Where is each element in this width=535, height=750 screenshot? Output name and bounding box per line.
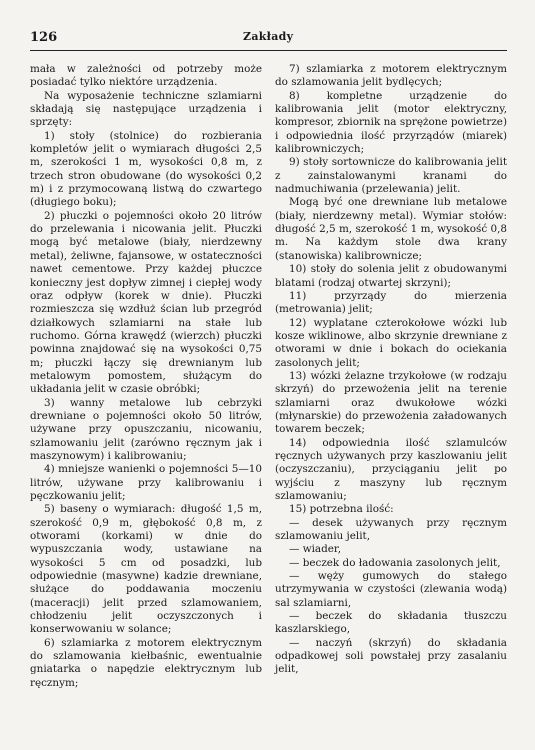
- left-column: [30, 63, 262, 690]
- paragraph: — desek używanych przy ręcznym szlamowaniu jelit,: [275, 516, 507, 543]
- page-number: 126: [30, 30, 58, 45]
- paragraph: — beczek do składania tłuszczu kaszlarskiego,: [275, 610, 507, 636]
- paragraph: — beczek do ładowania zasolonych jelit,: [289, 556, 501, 569]
- paragraph: 15) potrzebna ilość:: [289, 503, 394, 516]
- paragraph: 8) kompletne urządzenie do kalibrowania jelit (motor elektryczny, kompresor, zbiornik na sprężone powietrze) i odpowiednia ilość przyrządów (miarek) kalibrowniczych;: [275, 89, 507, 156]
- right-column: [275, 63, 507, 677]
- paragraph: 1) stoły (stolnice) do rozbierania kompletów jelit o wymiarach długości 2,5 m, szerokości 1 m, wysokości 0,8 m, z trzech stron obudowane (do wysokości 0,2 m) i z przymocowaną listwą do czwartego (długiego boku);: [30, 129, 262, 209]
- paragraph: 6) szlamiarka z motorem elektrycznym do szlamowania kiełbaśnic, ewentualnie gniatarka o napędzie elektrycznym lub ręcznym;: [30, 636, 262, 689]
- paragraph: 2) płuczki o pojemności około 20 litrów do przelewania i nicowania jelit. Płuczki mogą być metalowe (biały, nierdzewny metal), żeliwne, fajansowe, w ostateczności nawet cementowe. Przy każdej płuczce konieczny jest dopływ zimnej i ciepłej wody oraz odpływ (korek w dnie). Płuczki rozmieszcza się wzdłuż ścian lub przegród działkowych szlamiarni na stałe lub ruchomo. Górna krawędź (wierzch) płuczki powinna znajdować się na wysokości 0,75 m; płuczki łączy się drewnianym lub metalowym pomostem, służącym do układania jelit w czasie obróbki;: [30, 209, 262, 396]
- paragraph: 14) odpowiednia ilość szlamulców ręcznych używanych przy kaszlowaniu jelit (oczyszczaniu), przyciąganiu jelit po wyjściu z maszyny lub ręcznym szlamowaniu;: [275, 436, 507, 502]
- paragraph: 5) baseny o wymiarach: długość 1,5 m, szerokość 0,9 m, głębokość 0,8 m, z otworami (korkami) w dnie do wypuszczania wody, ustawiane na wysokości 5 cm od posadzki, lub odpowiednie (masywne) kadzie drewniane, służące do poddawania moczeniu (maceracji) jelit przed szlamowaniem, chłodzeniu jelit oczyszczonych i konserwowaniu w solance;: [30, 503, 262, 636]
- running-head: Zakłady: [243, 30, 294, 43]
- paragraph: 4) mniejsze wanienki o pojemności 5—10 litrów, używane przy kalibrowaniu i pęczkowaniu jelit;: [30, 463, 262, 502]
- paragraph: Na wyposażenie techniczne szlamiarni składają się następujące urządzenia i sprzęty:: [30, 89, 262, 129]
- paragraph: 10) stoły do solenia jelit z obudowanymi blatami (rodzaj otwartej skrzyni);: [275, 263, 507, 289]
- paragraph: — naczyń (skrzyń) do składania odpadkowej soli powstałej przy zasalaniu jelit,: [275, 636, 507, 676]
- paragraph: 13) wózki żelazne trzykołowe (w rodzaju skrzyń) do przewożenia jelit na terenie szlamiarni oraz dwukołowe wózki (młynarskie) do przewożenia załadowanych towarem beczek;: [275, 369, 507, 436]
- paragraph: 12) wyplatane czterokołowe wózki lub kosze wiklinowe, albo skrzynie drewniane z otworami w dnie i bokach do ociekania zasolonych jelit;: [275, 316, 507, 369]
- paragraph: 11) przyrządy do mierzenia (metrowania) jelit;: [275, 289, 507, 316]
- paragraph: mała w zależności od potrzeby może posiadać tylko niektóre urządzenia.: [30, 63, 262, 89]
- paragraph: 3) wanny metalowe lub cebrzyki drewniane o pojemności około 50 litrów, używane przy opuszczaniu, nicowaniu, szlamowaniu jelit (zarówno ręcznym jak i maszynowym) i kalibrowaniu;: [30, 396, 262, 462]
- paragraph: 7) szlamiarka z motorem elektrycznym do szlamowania jelit bydlęcych;: [275, 63, 507, 89]
- paragraph: Mogą być one drewniane lub metalowe (biały, nierdzewny metal). Wymiar stołów: długość 2,5 m, szerokość 1 m, wysokość 0,8 m. Na każdym stole dwa krany (stanowiska) kalibrownicze;: [275, 196, 507, 262]
- paragraph: — wiader,: [289, 543, 342, 556]
- paragraph: 9) stoły sortownicze do kalibrowania jelit z zainstalowanymi kranami do nadmuchiwania (przelewania) jelit.: [275, 156, 507, 196]
- page-header: [30, 28, 507, 51]
- paragraph: — węży gumowych do stałego utrzymywania w czystości (zlewania wodą) sal szlamiarni,: [275, 570, 507, 609]
